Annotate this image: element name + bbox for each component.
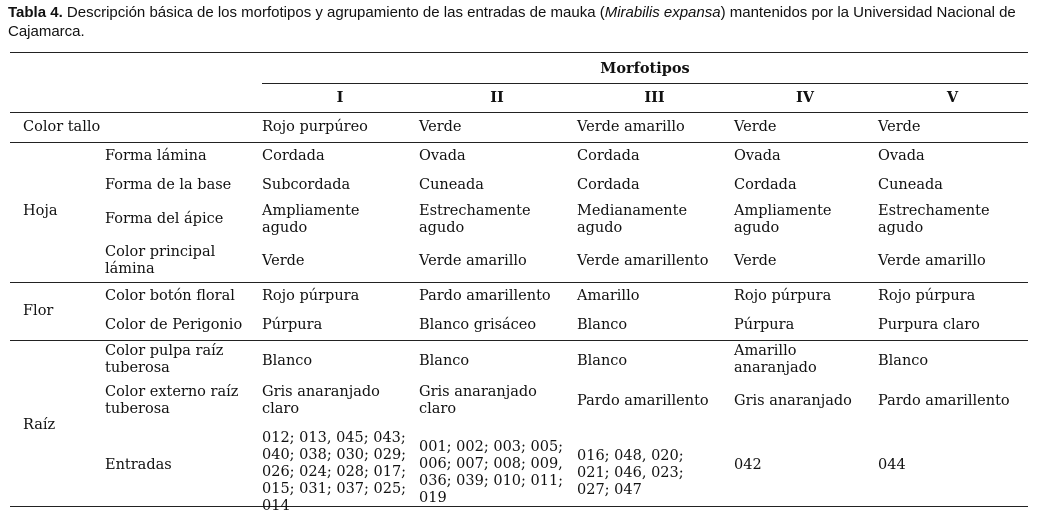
table-cell: Pardo amarillento — [878, 393, 1010, 409]
table-cell: Blanco — [262, 353, 313, 369]
table-cell: Verde amarillo — [419, 253, 527, 269]
table-cell: Ampliamente agudo — [262, 203, 360, 236]
column-header-ii: II — [490, 89, 504, 106]
morfotipos-header: Morfotipos — [600, 60, 690, 77]
table-cell: Verde — [734, 119, 777, 135]
group-header-rule — [262, 83, 1028, 84]
table-cell: Verde amarillento — [577, 253, 709, 269]
column-header-v: V — [946, 89, 959, 106]
caption-species: Mirabilis expansa — [604, 4, 721, 21]
table-cell: Estrechamente agudo — [419, 203, 531, 236]
column-header-iii: III — [644, 89, 665, 106]
table-cell: Púrpura — [734, 317, 795, 333]
table-cell: Blanco — [878, 353, 929, 369]
table-caption — [8, 3, 1040, 41]
row-label-forma-apice: Forma del ápice — [105, 211, 224, 227]
caption-text-before: Descripción básica de los morfotipos y agrupamiento de las entradas de mauka ( — [62, 4, 605, 21]
table-cell: Subcordada — [262, 177, 351, 193]
table-cell: Cordada — [577, 148, 640, 164]
caption-label: Tabla 4. — [8, 4, 63, 21]
table-cell: Verde amarillo — [577, 119, 685, 135]
table-cell: 016; 048, 020; 021; 046, 023; 027; 047 — [577, 448, 684, 498]
table-cell: Cuneada — [419, 177, 484, 193]
table-cell: Verde — [878, 119, 921, 135]
table-cell: Medianamente agudo — [577, 203, 688, 236]
row-label-color-pulpa: Color pulpa raíz tuberosa — [105, 343, 224, 376]
row-label-color-externo: Color externo raíz tuberosa — [105, 384, 239, 417]
row-label-forma-base: Forma de la base — [105, 177, 232, 193]
table-cell: Pardo amarillento — [577, 393, 709, 409]
table-cell: Estrechamente agudo — [878, 203, 990, 236]
flor-group-label: Flor — [23, 303, 54, 319]
hoja-rule — [10, 282, 1028, 283]
table-cell: Verde amarillo — [878, 253, 986, 269]
header-bottom-rule — [10, 112, 1028, 113]
raiz-group-label: Raíz — [23, 417, 56, 433]
table-cell: Blanco — [419, 353, 470, 369]
row-label-color-boton-floral: Color botón floral — [105, 288, 235, 304]
table-cell: Gris anaranjado — [734, 393, 852, 409]
table-cell: Cordada — [734, 177, 797, 193]
table-cell: Blanco grisáceo — [419, 317, 537, 333]
table-cell: Rojo púrpura — [878, 288, 976, 304]
table-cell: Verde — [262, 253, 305, 269]
table-cell: Cordada — [577, 177, 640, 193]
caption-text-after: ) mantenidos por la Universidad Nacional de Cajamarca. — [8, 4, 1016, 40]
table-cell: Rojo purpúreo — [262, 119, 368, 135]
table-cell: Ovada — [878, 148, 925, 164]
table-cell: Gris anaranjado claro — [262, 384, 380, 417]
column-header-i: I — [336, 89, 344, 106]
row-label-entradas: Entradas — [105, 457, 172, 473]
table-cell: Purpura claro — [878, 317, 980, 333]
flor-rule — [10, 340, 1028, 341]
table-cell: Ovada — [419, 148, 466, 164]
hoja-group-label: Hoja — [23, 203, 58, 219]
row-label-color-perigonio: Color de Perigonio — [105, 317, 243, 333]
column-header-iv: IV — [795, 89, 815, 106]
top-rule — [10, 52, 1028, 53]
table-cell: 001; 002; 003; 005; 006; 007; 008; 009, 036; 039; 010; 011; 019 — [419, 439, 564, 506]
table-cell: Rojo púrpura — [262, 288, 360, 304]
table-cell: Ovada — [734, 148, 781, 164]
table-cell: Amarillo anaranjado — [734, 343, 817, 376]
color-tallo-label: Color tallo — [23, 119, 101, 135]
table-cell: 042 — [734, 457, 762, 473]
table-cell: 012; 013, 045; 043; 040; 038; 030; 029; 026; 024; 028; 017; 015; 031; 037; 025; 014 — [262, 430, 407, 514]
table-cell: Gris anaranjado claro — [419, 384, 537, 417]
table-cell: Blanco — [577, 317, 628, 333]
table-cell: Rojo púrpura — [734, 288, 832, 304]
color-tallo-rule — [10, 142, 1028, 143]
table-cell: Púrpura — [262, 317, 323, 333]
table-cell: 044 — [878, 457, 906, 473]
table-cell: Amarillo — [577, 288, 640, 304]
table-cell: Ampliamente agudo — [734, 203, 832, 236]
table-cell: Pardo amarillento — [419, 288, 551, 304]
row-label-forma-lamina: Forma lámina — [105, 148, 207, 164]
table-cell: Verde — [734, 253, 777, 269]
row-label-color-principal-lamina: Color principal lámina — [105, 244, 216, 277]
table-cell: Cuneada — [878, 177, 943, 193]
table-cell: Cordada — [262, 148, 325, 164]
table-cell: Blanco — [577, 353, 628, 369]
table-cell: Verde — [419, 119, 462, 135]
